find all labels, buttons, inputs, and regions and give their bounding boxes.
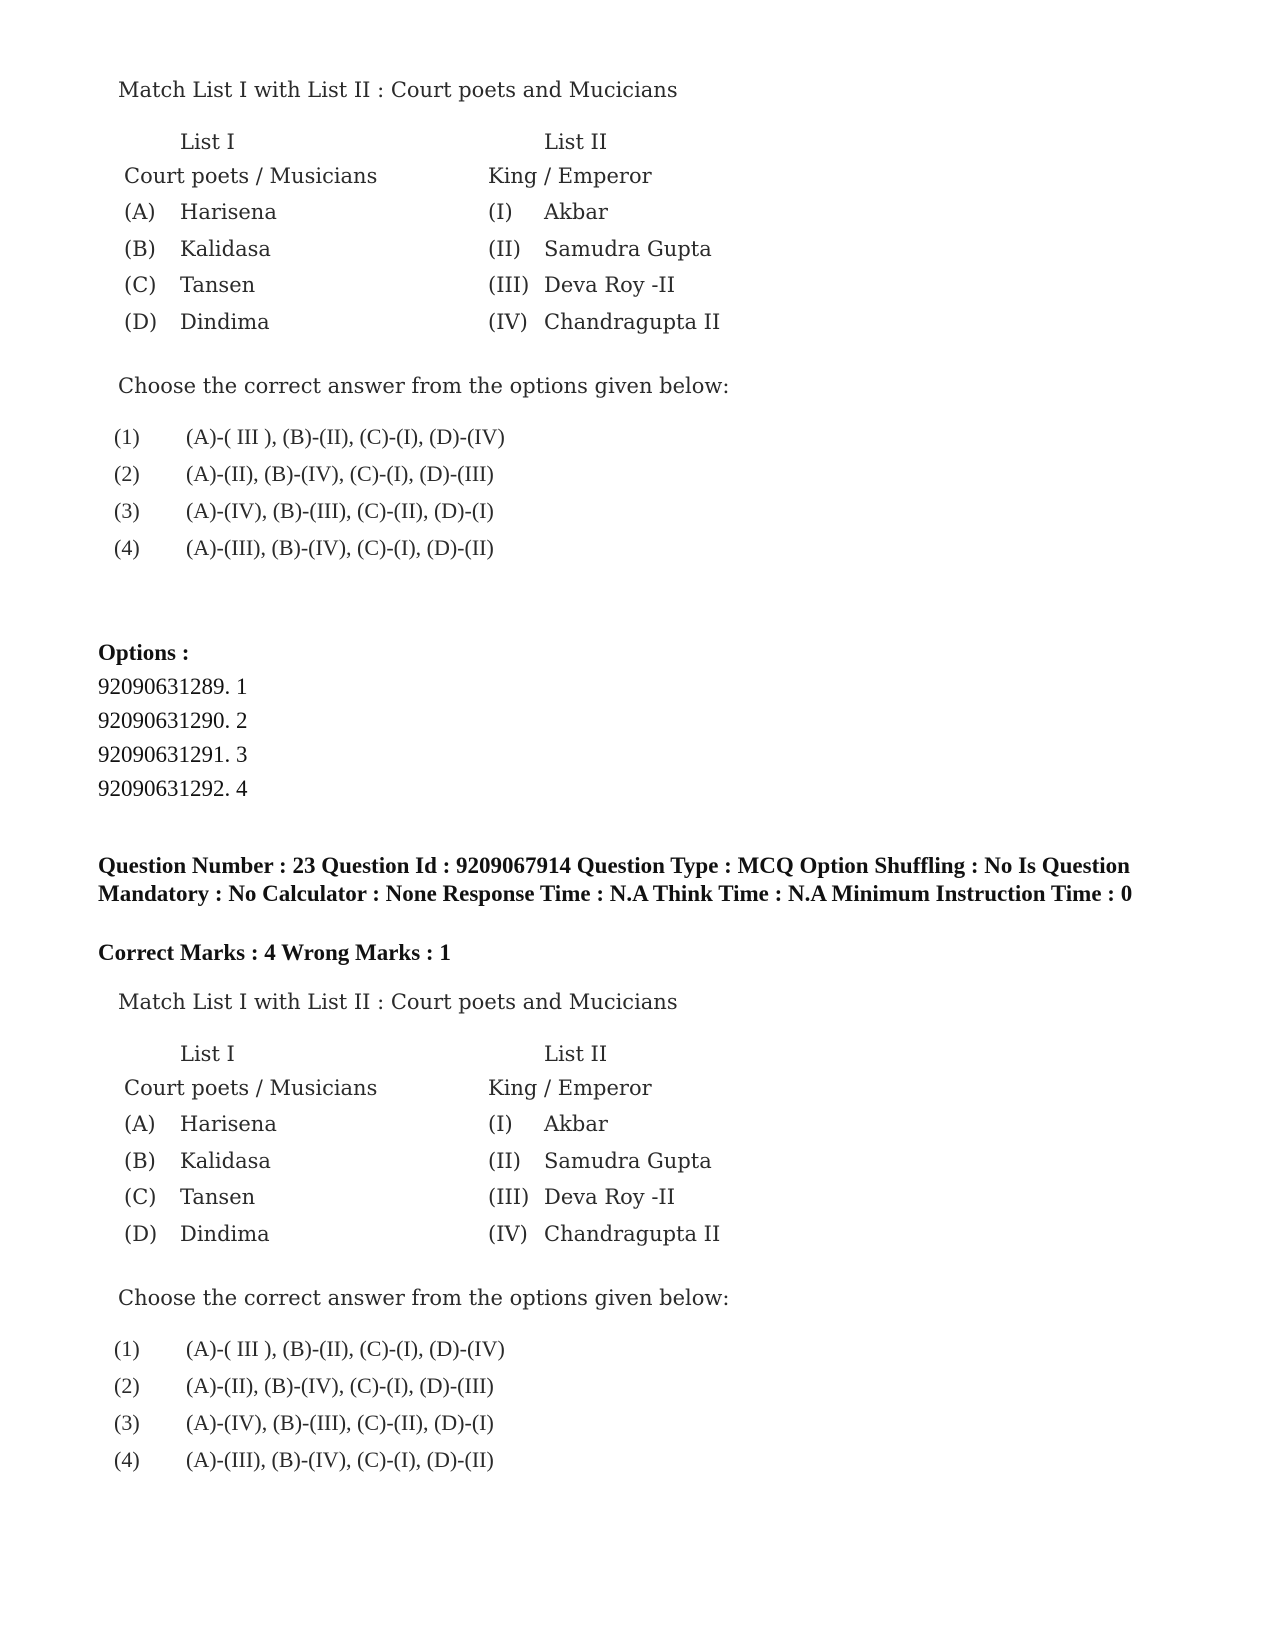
list2-key: (IV) xyxy=(488,310,528,334)
list2-subheader: King / Emperor xyxy=(488,164,652,188)
list2-subheader: King / Emperor xyxy=(488,1076,652,1100)
answer-number: (1) xyxy=(114,1336,140,1361)
list1-key: (A) xyxy=(124,1112,156,1136)
list1-value: Kalidasa xyxy=(180,237,271,261)
list2-header: List II xyxy=(544,130,608,154)
match-row xyxy=(112,237,812,267)
answer-text: (A)-(IV), (B)-(III), (C)-(II), (D)-(I) xyxy=(186,498,494,523)
list2-key: (IV) xyxy=(488,1222,528,1246)
list1-value: Dindima xyxy=(180,310,270,334)
list2-key: (II) xyxy=(488,237,521,261)
answer-choice xyxy=(112,424,812,454)
list1-key: (B) xyxy=(124,1149,156,1173)
list1-value: Harisena xyxy=(180,200,277,224)
list2-key: (II) xyxy=(488,1149,521,1173)
answer-number: (4) xyxy=(114,1447,140,1472)
option-item[interactable]: 92090631292. 4 xyxy=(98,776,248,801)
answer-choice xyxy=(112,535,812,565)
list1-key: (C) xyxy=(124,1185,157,1209)
answer-choice xyxy=(112,498,812,528)
list2-value: Akbar xyxy=(544,200,608,224)
option-item[interactable]: 92090631290. 2 xyxy=(98,708,248,733)
answer-text: (A)-( III ), (B)-(II), (C)-(I), (D)-(IV) xyxy=(186,1336,505,1361)
question-marks: Correct Marks : 4 Wrong Marks : 1 xyxy=(98,940,451,965)
answer-text: (A)-(III), (B)-(IV), (C)-(I), (D)-(II) xyxy=(186,535,494,560)
match-row xyxy=(112,1149,812,1179)
answer-text: (A)-( III ), (B)-(II), (C)-(I), (D)-(IV) xyxy=(186,424,505,449)
question-meta: Question Number : 23 Question Id : 9209067914 Question Type : MCQ Option Shuffling : No Is Question Mandatory : No Calculator : None Response Time : N.A Think Time : N.A Minimum Instruction Time : 0 xyxy=(98,853,1133,906)
answer-number: (4) xyxy=(114,535,140,560)
list2-value: Deva Roy -II xyxy=(544,1185,676,1209)
question-title: Match List I with List II : Court poets and Mucicians xyxy=(118,78,678,102)
list1-header: List I xyxy=(180,1042,235,1066)
list1-key: (D) xyxy=(124,310,158,334)
options-list xyxy=(98,640,248,806)
list2-key: (I) xyxy=(488,1112,513,1136)
list1-key: (C) xyxy=(124,273,157,297)
list1-value: Dindima xyxy=(180,1222,270,1246)
choose-instruction: Choose the correct answer from the options given below: xyxy=(118,1286,730,1310)
list1-value: Harisena xyxy=(180,1112,277,1136)
match-row xyxy=(112,310,812,340)
list2-value: Chandragupta II xyxy=(544,1222,721,1246)
list2-value: Samudra Gupta xyxy=(544,237,712,261)
answer-choice xyxy=(112,1336,812,1366)
list2-key: (I) xyxy=(488,200,513,224)
match-row xyxy=(112,1185,812,1215)
list2-value: Samudra Gupta xyxy=(544,1149,712,1173)
list2-value: Akbar xyxy=(544,1112,608,1136)
answer-number: (3) xyxy=(114,498,140,523)
answer-number: (1) xyxy=(114,424,140,449)
answer-text: (A)-(II), (B)-(IV), (C)-(I), (D)-(III) xyxy=(186,1373,494,1398)
answer-choice xyxy=(112,1373,812,1403)
answer-number: (3) xyxy=(114,1410,140,1435)
list2-value: Chandragupta II xyxy=(544,310,721,334)
list1-subheader: Court poets / Musicians xyxy=(124,1076,378,1100)
list2-value: Deva Roy -II xyxy=(544,273,676,297)
list2-key: (III) xyxy=(488,1185,530,1209)
answer-text: (A)-(IV), (B)-(III), (C)-(II), (D)-(I) xyxy=(186,1410,494,1435)
answer-choice xyxy=(112,1447,812,1477)
match-row xyxy=(112,1112,812,1142)
answer-text: (A)-(III), (B)-(IV), (C)-(I), (D)-(II) xyxy=(186,1447,494,1472)
list1-value: Kalidasa xyxy=(180,1149,271,1173)
match-row xyxy=(112,1222,812,1252)
list1-value: Tansen xyxy=(180,273,256,297)
answer-number: (2) xyxy=(114,461,140,486)
answer-choice xyxy=(112,461,812,491)
options-heading: Options : xyxy=(98,640,190,665)
list1-key: (D) xyxy=(124,1222,158,1246)
list1-key: (A) xyxy=(124,200,156,224)
match-row xyxy=(112,200,812,230)
list1-subheader: Court poets / Musicians xyxy=(124,164,378,188)
question-title: Match List I with List II : Court poets and Mucicians xyxy=(118,990,678,1014)
choose-instruction: Choose the correct answer from the options given below: xyxy=(118,374,730,398)
list2-header: List II xyxy=(544,1042,608,1066)
option-item[interactable]: 92090631291. 3 xyxy=(98,742,248,767)
answer-choice xyxy=(112,1410,812,1440)
match-row xyxy=(112,273,812,303)
list1-key: (B) xyxy=(124,237,156,261)
option-item[interactable]: 92090631289. 1 xyxy=(98,674,248,699)
list2-key: (III) xyxy=(488,273,530,297)
list1-header: List I xyxy=(180,130,235,154)
answer-number: (2) xyxy=(114,1373,140,1398)
list1-value: Tansen xyxy=(180,1185,256,1209)
answer-text: (A)-(II), (B)-(IV), (C)-(I), (D)-(III) xyxy=(186,461,494,486)
